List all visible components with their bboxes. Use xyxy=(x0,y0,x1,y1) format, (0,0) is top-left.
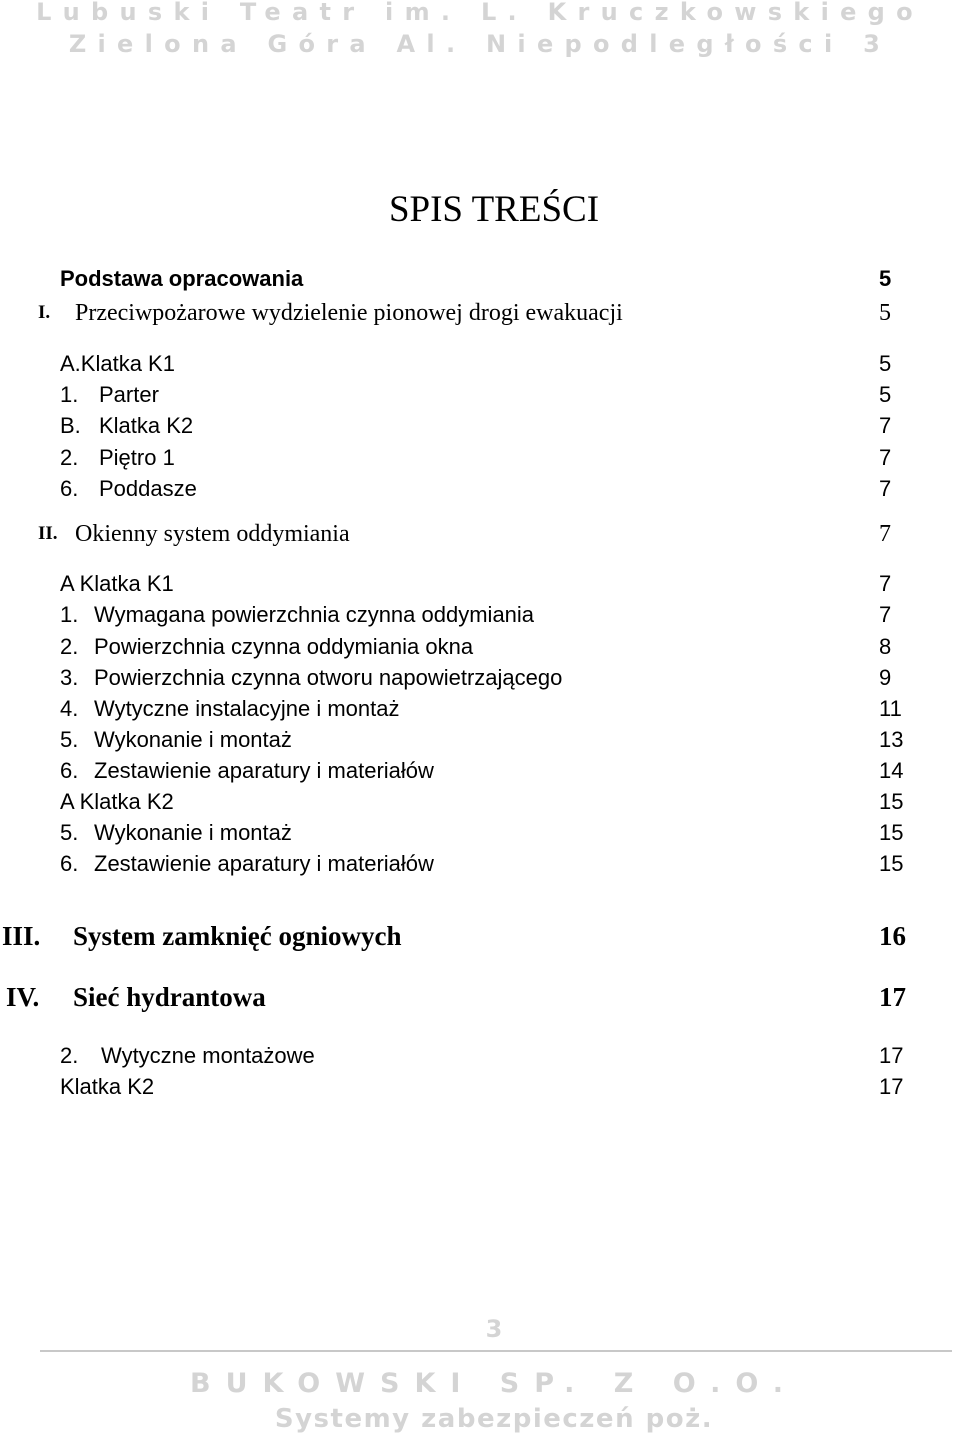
toc-entry-number: B. xyxy=(60,413,81,438)
footer-tagline: Systemy zabezpieczeń poż. xyxy=(274,1404,714,1434)
toc-entry-page: 13 xyxy=(879,727,904,752)
toc-entry-number: 2. xyxy=(60,1043,79,1068)
toc-entry xyxy=(0,694,960,724)
toc-entry-page: 15 xyxy=(879,820,904,845)
toc-entry-label: System zamknięć ogniowych xyxy=(73,921,402,951)
toc-entry-label: Podstawa opracowania xyxy=(60,266,304,291)
toc-entry-page: 15 xyxy=(879,851,904,876)
toc-entry-label: Poddasze xyxy=(99,476,197,501)
toc-entry-page: 14 xyxy=(879,758,904,783)
toc-entry xyxy=(0,349,960,379)
footer-divider xyxy=(40,1350,952,1352)
toc-entry xyxy=(0,663,960,693)
toc-entry-page: 7 xyxy=(879,602,892,627)
toc-entry-number: I. xyxy=(38,302,51,323)
toc-entry-page: 9 xyxy=(879,665,892,690)
toc-entry-page: 16 xyxy=(879,921,906,951)
toc-entry-label: A Klatka K1 xyxy=(60,571,174,596)
toc-entry-number: 1. xyxy=(60,382,79,407)
toc-entry-label: Wykonanie i montaż xyxy=(94,727,292,752)
toc-entry-page: 17 xyxy=(879,982,906,1012)
toc-entry-page: 7 xyxy=(879,445,892,470)
toc-entry-number: 5. xyxy=(60,820,79,845)
page-title: SPIS TREŚCI xyxy=(388,189,600,230)
toc-entry-label: Klatka K2 xyxy=(99,413,194,438)
toc-entry-page: 17 xyxy=(879,1074,904,1099)
toc-entry-label: Sieć hydrantowa xyxy=(73,982,266,1012)
toc-entry-page: 17 xyxy=(879,1043,904,1068)
toc-entry xyxy=(0,818,960,848)
toc-entry xyxy=(0,380,960,410)
toc-entry-number: II. xyxy=(38,523,58,544)
toc-entry-page: 5 xyxy=(879,351,892,376)
toc-entry-page: 7 xyxy=(879,413,892,438)
toc-entry-label: Zestawienie aparatury i materiałów xyxy=(94,758,434,783)
toc-entry-label: Wytyczne montażowe xyxy=(101,1043,315,1068)
toc-entry-page: 5 xyxy=(879,266,892,291)
toc-entry-label: Okienny system oddymiania xyxy=(75,521,350,547)
toc-entry-number: III. xyxy=(2,921,41,951)
toc-entry-number: 6. xyxy=(60,758,79,783)
toc-entry-number: 3. xyxy=(60,665,79,690)
toc-entry-number: 5. xyxy=(60,727,79,752)
toc-entry xyxy=(0,443,960,473)
toc-entry xyxy=(0,756,960,786)
toc-entry-number: 6. xyxy=(60,476,79,501)
toc-entry-page: 7 xyxy=(879,571,892,596)
toc-entry-number: 1. xyxy=(60,602,79,627)
toc-entry xyxy=(0,921,960,951)
toc-entry xyxy=(0,411,960,441)
toc-entry-page: 5 xyxy=(879,300,891,326)
toc-entry-page: 15 xyxy=(879,789,904,814)
toc-entry-page: 11 xyxy=(879,696,902,721)
header-line-1: Lubuski Teatr im. L. Kruczkowskiego xyxy=(36,0,924,26)
toc-entry-label: Przeciwpożarowe wydzielenie pionowej drogi ewakuacji xyxy=(75,300,623,326)
toc-entry xyxy=(0,982,960,1012)
toc-entry-label: Powierzchnia czynna otworu napowietrzającego xyxy=(94,665,563,690)
toc-entry xyxy=(0,1041,960,1071)
toc-entry-label: Wymagana powierzchnia czynna oddymiania xyxy=(94,602,535,627)
header-line-2: Zielona Góra Al. Niepodległości 3 xyxy=(68,30,892,58)
toc-entry-label: Zestawienie aparatury i materiałów xyxy=(94,851,434,876)
toc-entry-label: Wytyczne instalacyjne i montaż xyxy=(94,696,400,721)
toc-entry xyxy=(0,1072,960,1102)
toc-entry-label: Piętro 1 xyxy=(99,445,175,470)
toc-entry xyxy=(0,519,960,549)
toc-entry-page: 7 xyxy=(879,476,892,501)
toc-entry-label: Klatka K2 xyxy=(60,1074,155,1099)
toc-entry xyxy=(0,569,960,599)
toc-entry-number: 6. xyxy=(60,851,79,876)
toc-entry xyxy=(0,298,960,328)
toc-entry-number: IV. xyxy=(6,982,40,1012)
toc-entry xyxy=(0,632,960,662)
toc-entry-number: 2. xyxy=(60,634,79,659)
toc-entry-number: 4. xyxy=(60,696,79,721)
toc-entry-page: 5 xyxy=(879,382,892,407)
toc-entry-label: A Klatka K2 xyxy=(60,789,174,814)
toc-entry-label: A.Klatka K1 xyxy=(60,351,175,376)
toc-entry xyxy=(0,849,960,879)
toc-entry xyxy=(0,725,960,755)
toc-entry xyxy=(0,787,960,817)
toc-entry-label: Powierzchnia czynna oddymiania okna xyxy=(94,634,474,659)
toc-entry-page: 7 xyxy=(879,521,891,547)
toc-entry xyxy=(0,600,960,630)
toc-entry-page: 8 xyxy=(879,634,892,659)
footer-company: BUKOWSKI SP. Z O.O. xyxy=(190,1368,798,1399)
toc-entry xyxy=(0,474,960,504)
toc-entry-number: 2. xyxy=(60,445,79,470)
toc-entry xyxy=(0,264,960,294)
toc-entry-label: Parter xyxy=(99,382,159,407)
page-number: 3 xyxy=(485,1315,503,1343)
toc-entry-label: Wykonanie i montaż xyxy=(94,820,292,845)
